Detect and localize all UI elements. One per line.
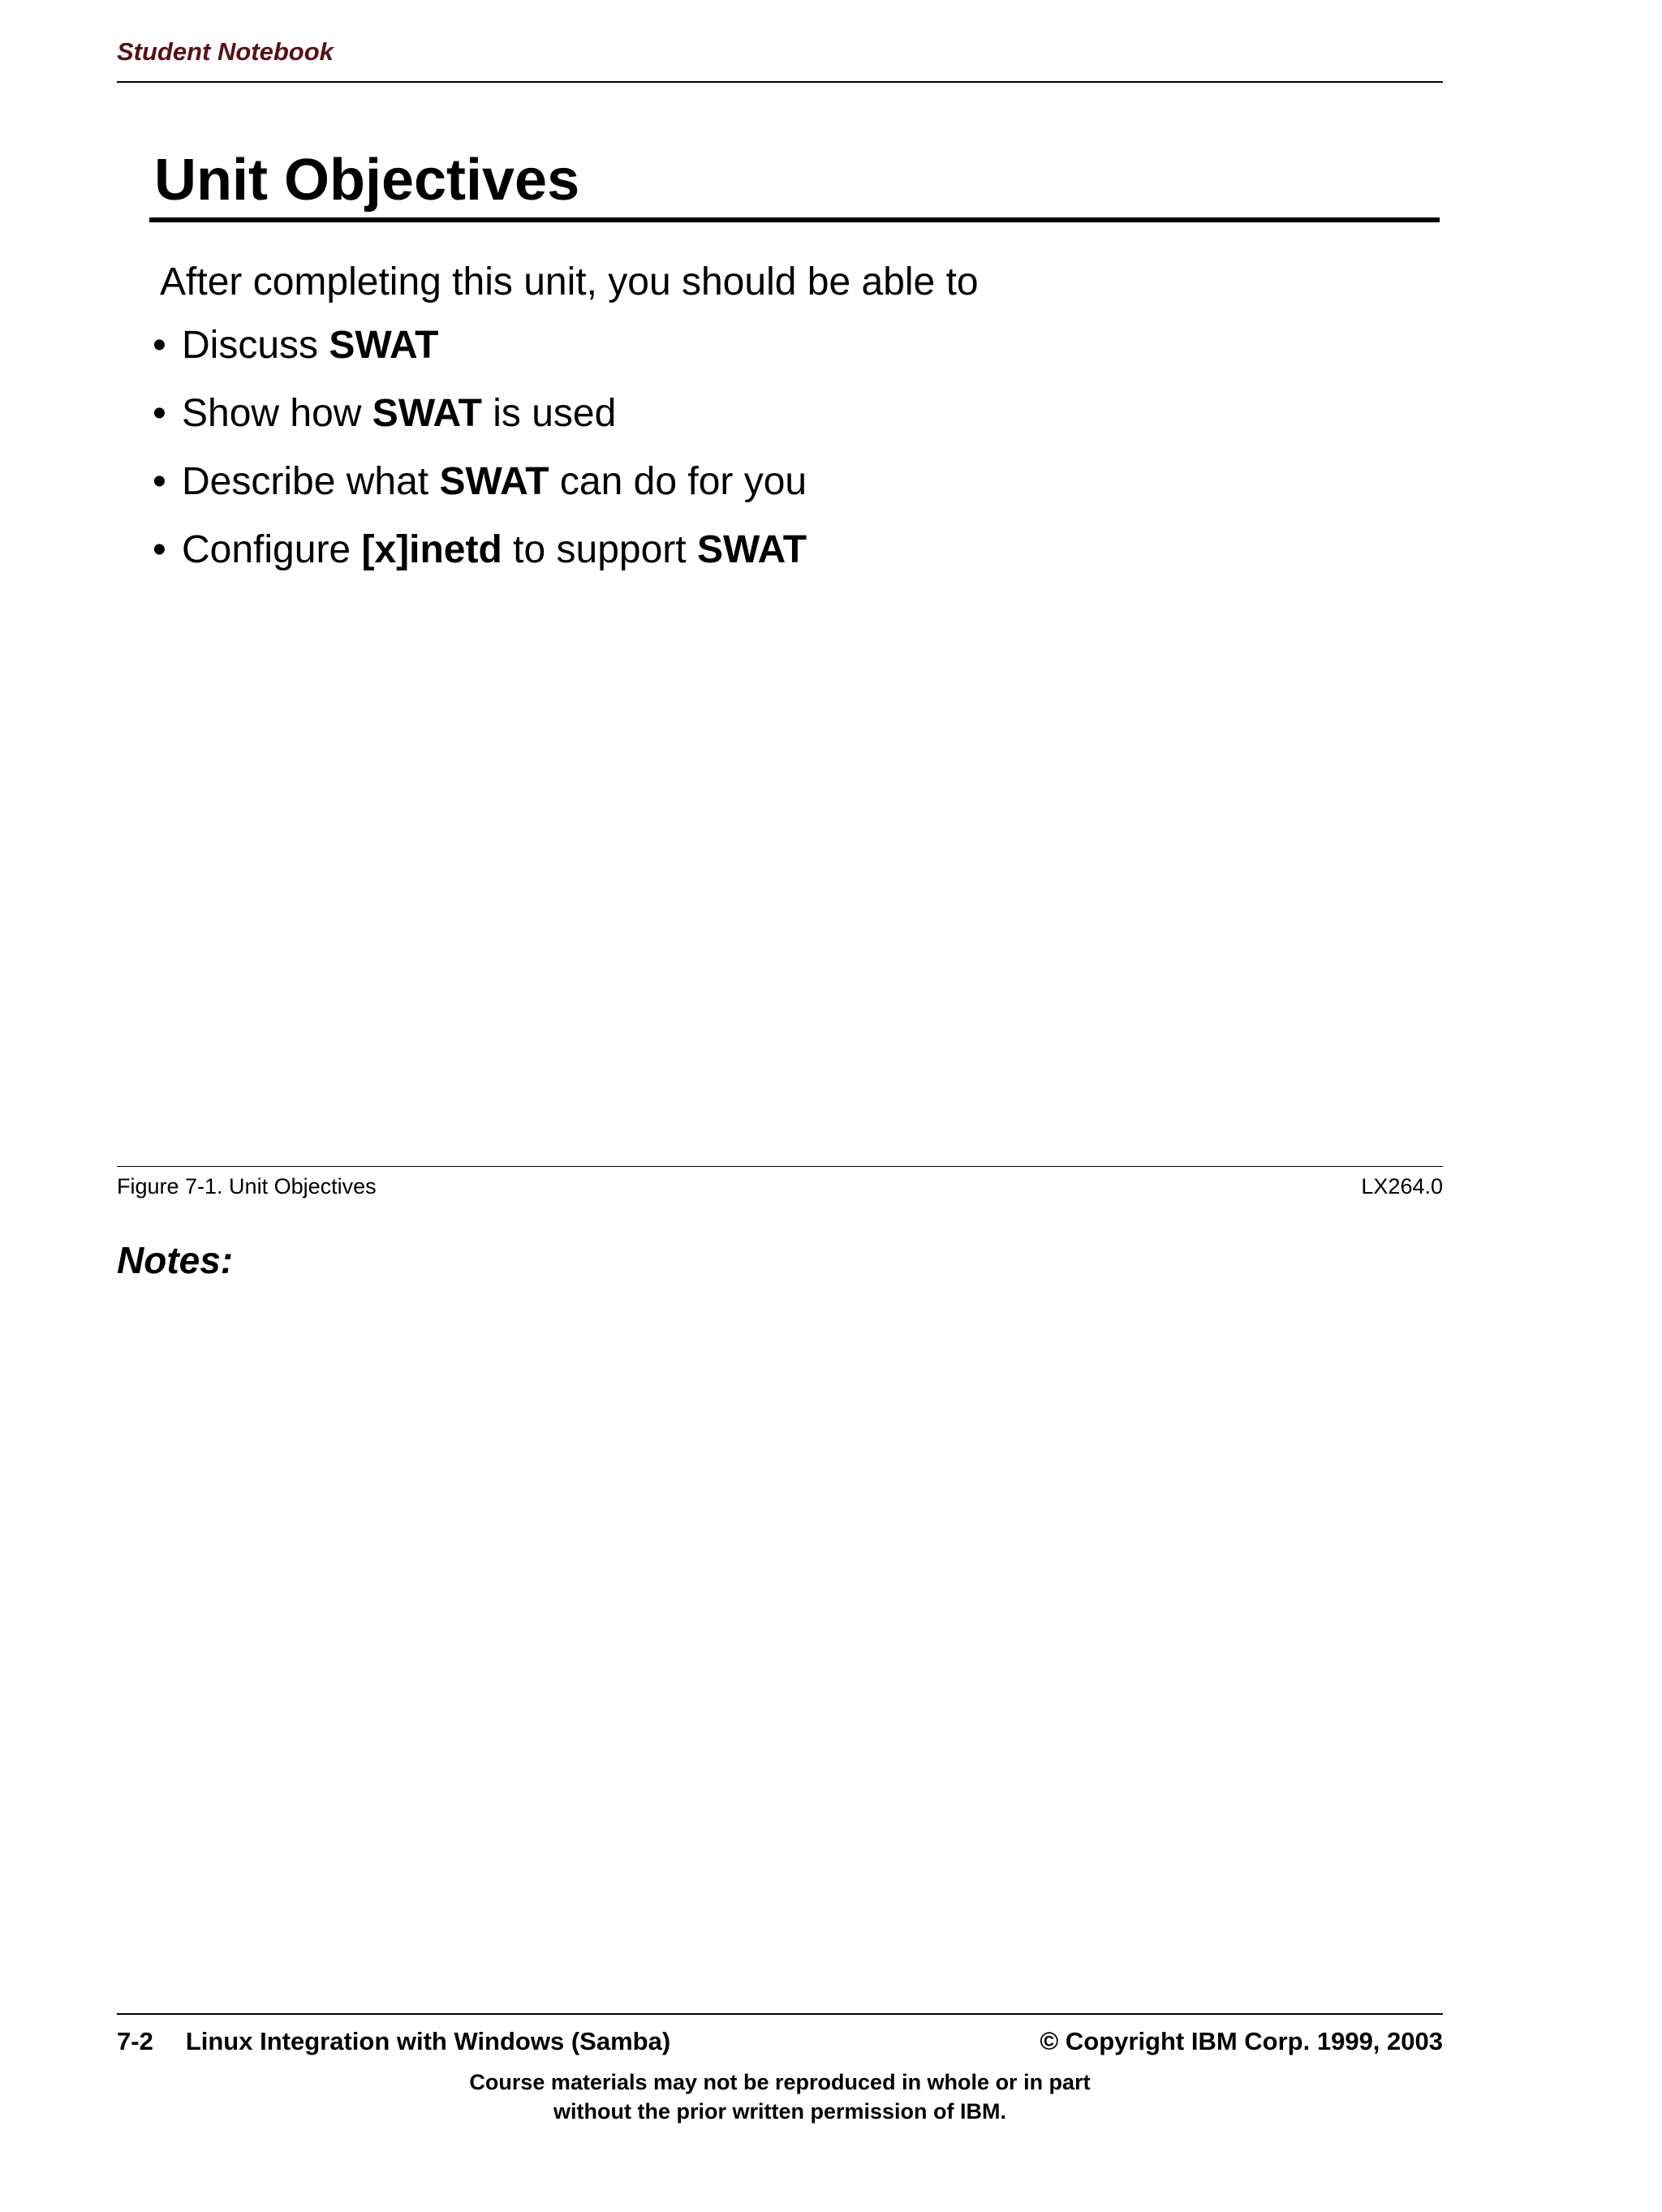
footer-rule (117, 2013, 1443, 2015)
figure-rule (117, 1166, 1443, 1167)
objective-item (153, 528, 807, 599)
title-underline (149, 217, 1440, 222)
bullet-icon: • (153, 528, 166, 571)
reproduction-notice (117, 2068, 1443, 2126)
notice-line: without the prior written permission of IBM. (553, 2099, 1006, 2124)
objective-item (153, 460, 807, 531)
slide-title: Unit Objectives (154, 148, 580, 213)
footer-left (117, 2029, 670, 2054)
objective-text: Discuss SWAT (182, 324, 439, 367)
objectives-list (153, 326, 807, 599)
copyright: © Copyright IBM Corp. 1999, 2003 (1040, 2027, 1443, 2055)
objective-text: Describe what SWAT can do for you (182, 460, 807, 503)
figure-caption: Figure 7-1. Unit Objectives (117, 1174, 377, 1199)
objectives-intro: After completing this unit, you should be able to (160, 260, 979, 303)
header-rule (117, 81, 1443, 83)
bullet-icon: • (153, 392, 166, 435)
objective-item (153, 326, 807, 394)
objective-text: Show how SWAT is used (182, 392, 617, 435)
page-number: 7-2 (117, 2027, 153, 2055)
objective-item (153, 394, 807, 463)
notes-heading: Notes: (117, 1239, 234, 1281)
bullet-icon: • (153, 324, 166, 367)
notice-line: Course materials may not be reproduced in whole or in part (469, 2070, 1091, 2094)
bullet-icon: • (153, 460, 166, 503)
objective-text: Configure [x]inetd to support SWAT (182, 528, 807, 571)
course-code: LX264.0 (1361, 1174, 1443, 1199)
course-title: Linux Integration with Windows (Samba) (185, 2027, 671, 2055)
running-header: Student Notebook (117, 37, 334, 66)
